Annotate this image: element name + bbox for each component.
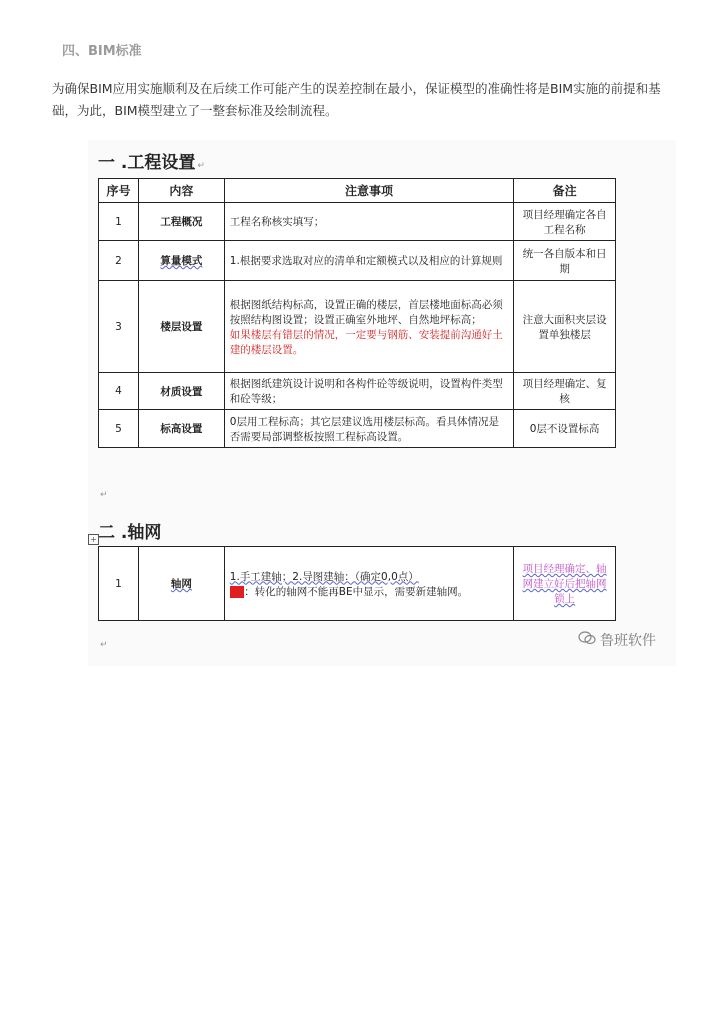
row-no: 5 (99, 410, 139, 448)
heading-project-settings: 一 .工程设置 ↵ (98, 153, 205, 173)
row-notes-line2: ：转化的轴网不能再BE中显示，需要新建轴网。 (244, 585, 469, 598)
row-content: 轴网 (138, 547, 224, 621)
row-notes: 1.根据要求选取对应的清单和定额模式以及相应的计算规则 (224, 241, 513, 281)
paragraph-mark: ↵ (100, 490, 108, 500)
table-row (99, 547, 616, 621)
row-remark: 0层不设置标高 (514, 410, 616, 448)
row-notes: 工程名称核实填写； (224, 203, 513, 241)
row-no: 4 (99, 373, 139, 410)
row-remark: 注意大面积夹层设置单独楼层 (514, 281, 616, 373)
paragraph-mark: ↵ (100, 640, 108, 650)
row-no: 1 (99, 547, 139, 621)
table-move-handle[interactable]: + (88, 534, 99, 545)
watermark-text: 鲁班软件 (600, 633, 656, 649)
section-title: 四、BIM标准 (62, 44, 142, 59)
row-content: 工程概况 (138, 203, 224, 241)
intro-paragraph: 为确保BIM应用实施顺利及在后续工作可能产生的误差控制在最小，保证模型的准确性将是BIM实施的前提和基础，为此，BIM模型建立了一整套标准及绘制流程。 (52, 81, 661, 118)
row-no: 2 (99, 241, 139, 281)
axis-grid-table (98, 546, 616, 621)
wechat-icon (578, 631, 596, 649)
row-no: 3 (99, 281, 139, 373)
row-notes: 0层用工程标高；其它层建议选用楼层标高。看具体情况是否需要局部调整板按照工程标高设置。 (224, 410, 513, 448)
watermark-logo (578, 630, 656, 650)
project-settings-table (98, 178, 616, 448)
table-row (99, 373, 616, 410)
row-remark: 项目经理确定、轴网建立好后把轴网锁上 (514, 547, 616, 621)
row-remark: 统一各自版本和日期 (514, 241, 616, 281)
header-notes: 注意事项 (224, 179, 513, 203)
heading-axis-grid: 二 .轴网 (98, 523, 162, 543)
row-content: 标高设置 (138, 410, 224, 448)
header-no: 序号 (99, 179, 139, 203)
row-no: 1 (99, 203, 139, 241)
row-notes-text: 根据图纸结构标高，设置正确的楼层，首层楼地面标高必须按照结构图设置；设置正确室外地坪、自然地坪标高； (229, 298, 503, 326)
row-remark: 项目经理确定各自工程名称 (514, 203, 616, 241)
header-content: 内容 (138, 179, 224, 203)
row-notes (224, 281, 513, 373)
row-content: 算量模式 (138, 241, 224, 281)
row-notes-line1: 1.手工建轴；2.导图建轴：（确定0,0点） (229, 570, 419, 583)
row-content: 材质设置 (138, 373, 224, 410)
table-header-row (99, 179, 616, 203)
row-remark: 项目经理确定、复核 (514, 373, 616, 410)
row-notes: 根据图纸建筑设计说明和各构件砼等级说明，设置构件类型和砼等级； (224, 373, 513, 410)
table-row (99, 410, 616, 448)
table-row (99, 281, 616, 373)
table-row (99, 203, 616, 241)
row-notes-warning: 如果楼层有错层的情况，一定要与钢筋、安装提前沟通好土建的楼层设置。 (229, 328, 503, 356)
row-content: 楼层设置 (138, 281, 224, 373)
highlight-mark: 注 (231, 585, 243, 598)
embedded-document-image (88, 140, 676, 666)
header-remark: 备注 (514, 179, 616, 203)
row-notes (224, 547, 513, 621)
table-row (99, 241, 616, 281)
